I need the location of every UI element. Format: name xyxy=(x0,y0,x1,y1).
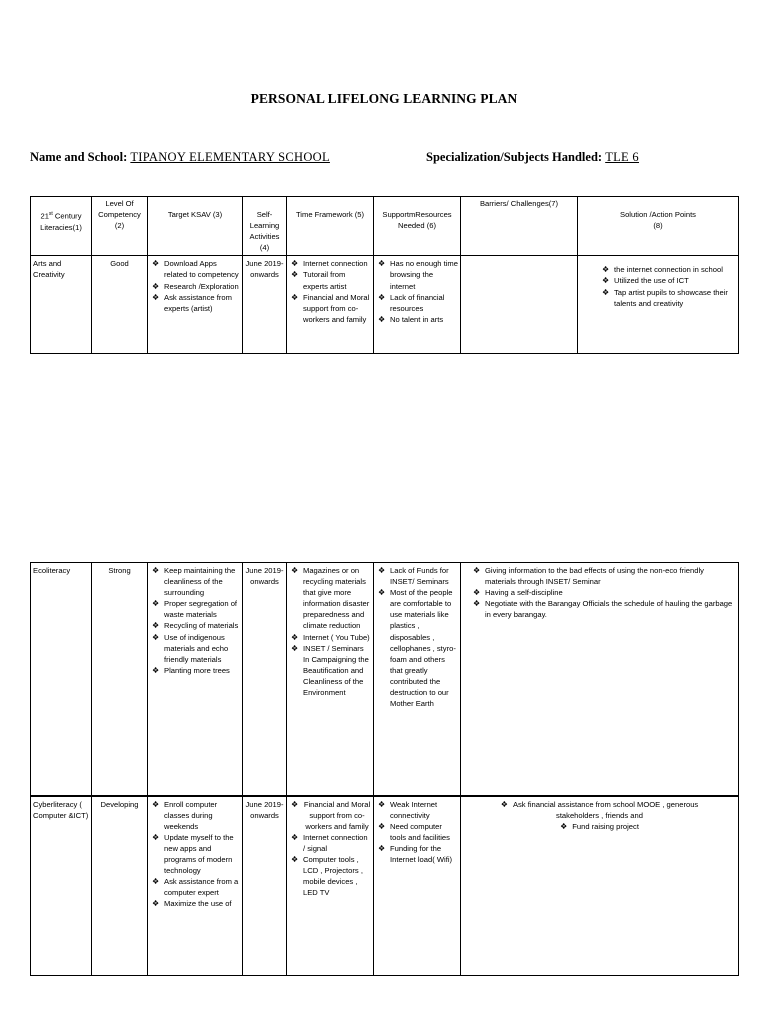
list-item: ❖ Ask assistance from experts (artist) xyxy=(164,292,240,314)
header-row xyxy=(31,197,739,256)
list-item: ❖ Weak Internet connectivity xyxy=(390,799,458,821)
time-cell xyxy=(287,256,374,354)
list-item: ❖ Financial and Moral support from co-workers and family xyxy=(303,799,371,832)
header-activities: Self-Learning Activities (4) xyxy=(243,197,287,256)
barriers-solutions-cell xyxy=(461,796,739,976)
list-item: ❖ Ask assistance from a computer expert xyxy=(164,876,240,898)
list-item: ❖ Planting more trees xyxy=(164,665,240,676)
list-item: ❖ Tutorail from experts artist xyxy=(303,269,371,291)
header-barriers: Barriers/ Challenges(7) xyxy=(461,197,578,256)
school-name: TIPANOY ELEMENTARY SCHOOL xyxy=(130,150,330,164)
barriers-solutions-cell xyxy=(461,563,739,796)
table-row xyxy=(31,563,739,796)
activities-cell: June 2019-onwards xyxy=(243,796,287,976)
header-level: Level Of Competency (2) xyxy=(92,197,148,256)
list-item: ❖ Update myself to the new apps and programs of modern technology xyxy=(164,832,240,876)
time-cell xyxy=(287,796,374,976)
support-cell xyxy=(374,256,461,354)
list-item: ❖ Proper segregation of waste materials xyxy=(164,598,240,620)
list-item: ❖ Computer tools , LCD , Projectors , mobile devices , LED TV xyxy=(303,854,371,898)
name-school-label: Name and School: xyxy=(30,150,131,164)
specialization-label: Specialization/Subjects Handled: xyxy=(426,150,606,164)
activities-cell: June 2019-onwards xyxy=(243,563,287,796)
list-item: ❖ INSET / Seminars In Campaigning the Beautification and Cleanliness of the Environment xyxy=(303,643,371,698)
list-item: ❖ Keep maintaining the cleanliness of the surrounding xyxy=(164,565,240,598)
literacy-cell: Arts and Creativity xyxy=(31,256,92,354)
list-item: ❖ Need computer tools and facilities xyxy=(390,821,458,843)
time-cell xyxy=(287,563,374,796)
table-row xyxy=(31,256,739,354)
header-time: Time Framework (5) xyxy=(287,197,374,256)
list-item: ❖ Giving information to the bad effects of using the non-eco friendly materials through INSET/ Seminar xyxy=(485,565,736,587)
list-item: ❖ Financial and Moral support from co-workers and family xyxy=(303,292,371,325)
ksav-cell xyxy=(148,563,243,796)
list-item: ❖ Funding for the Internet load( Wifi) xyxy=(390,843,458,865)
support-cell xyxy=(374,796,461,976)
list-item: ❖ Negotiate with the Barangay Officials the schedule of hauling the garbage in every barangay. xyxy=(485,598,736,620)
literacy-cell: Cyberliteracy ( Computer &ICT) xyxy=(31,796,92,976)
header-literacies: 21st Century Literacies(1) xyxy=(31,197,92,256)
list-item: ❖ Use of indigenous materials and echo friendly materials xyxy=(164,632,240,665)
header-ksav: Target KSAV (3) xyxy=(148,197,243,256)
list-item: ❖ Ask financial assistance from school MOOE , generous stakeholders , friends and xyxy=(485,799,714,821)
list-item: ❖ No talent in arts xyxy=(390,314,458,325)
solutions-cell xyxy=(578,256,739,354)
plan-table-bottom xyxy=(30,562,739,976)
level-cell: Strong xyxy=(92,563,148,796)
list-item: ❖ Recycling of materials xyxy=(164,620,240,631)
list-item: ❖ Internet connection xyxy=(303,258,371,269)
header-solutions: Solution /Action Points (8) xyxy=(578,197,739,256)
name-school-line xyxy=(30,150,330,165)
list-item: ❖ Having a self-discipline xyxy=(485,587,736,598)
list-item: ❖ Most of the people are comfortable to use materials like plastics , disposables , cellophanes , styro-foam and others that greatly contributed the destruction to our Mother Earth xyxy=(390,587,458,709)
page-title: PERSONAL LIFELONG LEARNING PLAN xyxy=(250,91,518,106)
plan-table-top xyxy=(30,196,739,354)
list-item: ❖ Internet connection / signal xyxy=(303,832,371,854)
list-item: ❖ Internet ( You Tube) xyxy=(303,632,371,643)
list-item: ❖ Fund raising project xyxy=(485,821,714,832)
ksav-cell xyxy=(148,796,243,976)
support-cell xyxy=(374,563,461,796)
list-item: ❖ Lack of Funds for INSET/ Seminars xyxy=(390,565,458,587)
list-item: ❖ Tap artist pupils to showcase their talents and creativity xyxy=(614,287,736,309)
list-item: ❖ Research /Exploration xyxy=(164,281,240,292)
list-item: ❖ Lack of financial resources xyxy=(390,292,458,314)
level-cell: Developing xyxy=(92,796,148,976)
table-row xyxy=(31,796,739,976)
literacy-cell: Ecoliteracy xyxy=(31,563,92,796)
list-item: ❖ the internet connection in school xyxy=(614,264,736,275)
list-item: ❖ Download Apps related to competency xyxy=(164,258,240,280)
subject-handled: TLE 6 xyxy=(605,150,639,164)
list-item: ❖ Utilized the use of ICT xyxy=(614,275,736,286)
level-cell: Good xyxy=(92,256,148,354)
activities-cell: June 2019-onwards xyxy=(243,256,287,354)
list-item: ❖ Maximize the use of xyxy=(164,898,240,909)
specialization-line xyxy=(426,150,639,165)
barriers-cell xyxy=(461,256,578,354)
ksav-cell xyxy=(148,256,243,354)
list-item: ❖ Has no enough time browsing the internet xyxy=(390,258,458,291)
list-item: ❖ Magazines or on recycling materials that give more information disaster preparedness and climate reduction xyxy=(303,565,371,632)
header-support: SupportmResources Needed (6) xyxy=(374,197,461,256)
list-item: ❖ Enroll computer classes during weekends xyxy=(164,799,240,832)
